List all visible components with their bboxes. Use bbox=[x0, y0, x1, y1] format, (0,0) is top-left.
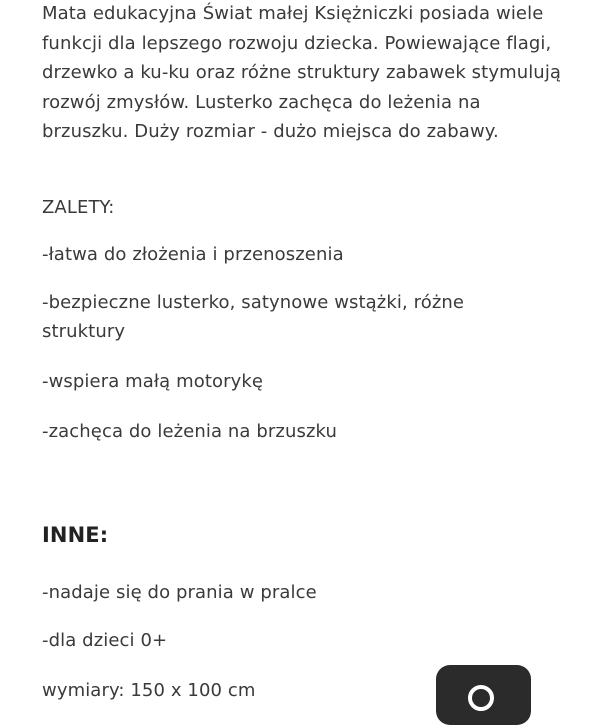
advantage-item: -wspiera małą motorykę bbox=[42, 371, 264, 392]
advantage-item: -bezpieczne lusterko, satynowe wstążki, różne bbox=[42, 292, 465, 313]
advantage-item-continued: struktury bbox=[42, 321, 126, 342]
other-heading: INNE: bbox=[42, 523, 109, 547]
other-item: -nadaje się do prania w pralce bbox=[42, 582, 317, 603]
advantage-item: -zachęca do leżenia na brzuszku bbox=[42, 421, 337, 442]
advantages-heading: ZALETY: bbox=[42, 197, 115, 218]
other-item: -dla dzieci 0+ bbox=[42, 630, 168, 651]
search-icon bbox=[468, 685, 494, 711]
advantage-item: -łatwa do złożenia i przenoszenia bbox=[42, 244, 344, 265]
other-item: wymiary: 150 x 100 cm bbox=[42, 680, 256, 701]
floating-search-button[interactable] bbox=[436, 665, 531, 725]
description-intro: Mata edukacyjna Świat małej Księżniczki posiada wiele funkcji dla lepszego rozwoju dziecka. Powiewające flagi, drzewko a ku-ku oraz różne struktury zabawek stymulują rozwój zmysłów. Lusterko zachęca do leżenia na brzuszku. Duży rozmiar - dużo miejsca do zabawy. bbox=[42, 3, 562, 142]
